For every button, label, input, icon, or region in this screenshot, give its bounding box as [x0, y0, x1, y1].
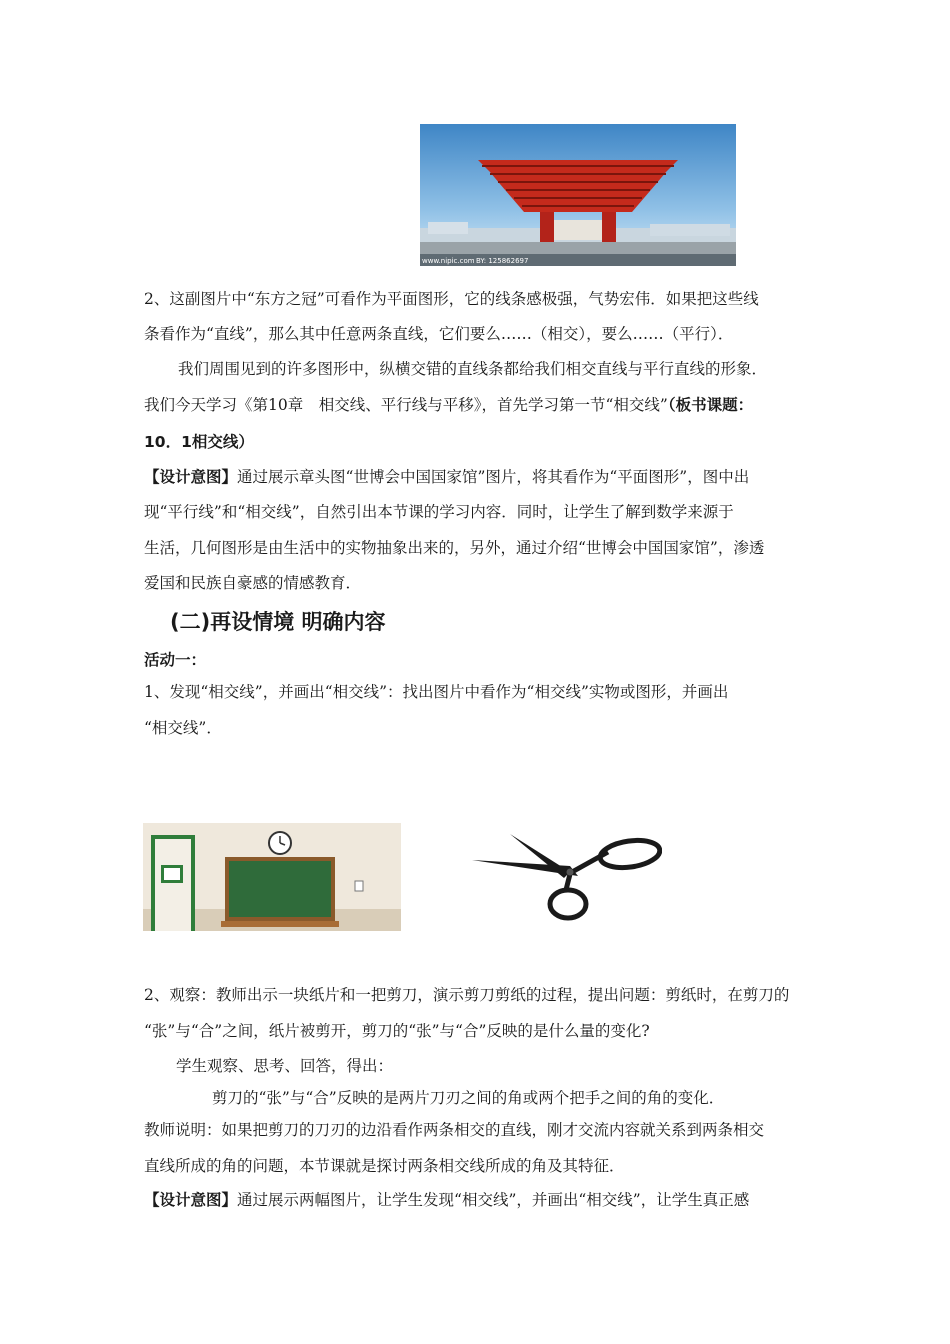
- paragraph-line: 学生观察、思考、回答，得出：: [176, 1057, 394, 1075]
- paragraph-text: 我们今天学习《第10章 相交线、平行线与平移》，首先学习第一节“相交线”: [144, 396, 668, 414]
- paragraph-line: 条看作为“直线”，那么其中任意两条直线，它们要么……（相交），要么……（平行）．: [144, 325, 734, 343]
- paragraph-line: 1、发现“相交线”，并画出“相交线”：找出图片中看作为“相交线”实物或图形，并画出: [144, 683, 729, 701]
- paragraph-text: 通过展示两幅图片，让学生发现“相交线”，并画出“相交线”，让学生真正感: [237, 1191, 750, 1209]
- paragraph-line: 爱国和民族自豪感的情感教育．: [144, 574, 362, 592]
- paragraph-line: 我们周围见到的许多图形中，纵横交错的直线条都给我们相交直线与平行直线的形象．: [178, 360, 768, 378]
- paragraph-line: 生活，几何图形是由生活中的实物抽象出来的，另外，通过介绍“世博会中国国家馆”，渗透: [144, 539, 765, 557]
- paragraph-line: [144, 1188, 749, 1210]
- lesson-title: 10．1相交线）: [144, 433, 254, 451]
- paragraph-line: [144, 393, 753, 415]
- classroom-image: [143, 823, 401, 931]
- watermark-id: BY: 125862697: [476, 257, 529, 265]
- activity-label: 活动一：: [144, 651, 207, 669]
- board-title-label: （板书课题：: [667, 396, 754, 414]
- paragraph-line: 2、这副图片中“东方之冠”可看作为平面图形，它的线条感极强，气势宏伟．如果把这些线: [144, 290, 759, 308]
- section-heading: (二)再设情境 明确内容: [170, 610, 386, 634]
- watermark-site: www.nipic.com: [422, 257, 475, 265]
- design-intent-label: 【设计意图】: [144, 1191, 238, 1209]
- paragraph-line: “相交线”．: [144, 719, 222, 737]
- china-pavilion-image: [420, 124, 736, 266]
- design-intent-label: 【设计意图】: [144, 468, 238, 486]
- paragraph-line: 2、观察：教师出示一块纸片和一把剪刀，演示剪刀剪纸的过程，提出问题：剪纸时，在剪刀的: [144, 986, 790, 1004]
- paragraph-line: 现“平行线”和“相交线”，自然引出本节课的学习内容．同时，让学生了解到数学来源于: [144, 503, 734, 521]
- paragraph-line: 剪刀的“张”与“合”反映的是两片刀刃之间的角或两个把手之间的角的变化．: [212, 1089, 725, 1107]
- paragraph-line: [144, 465, 749, 487]
- scissors-image: [470, 832, 662, 924]
- paragraph-text: 通过展示章头图“世博会中国国家馆”图片，将其看作为“平面图形”，图中出: [237, 468, 750, 486]
- paragraph-line: 直线所成的角的问题，本节课就是探讨两条相交线所成的角及其特征．: [144, 1157, 625, 1175]
- paragraph-line: 教师说明：如果把剪刀的刀刃的边沿看作两条相交的直线，刚才交流内容就关系到两条相交: [144, 1121, 765, 1139]
- paragraph-line: “张”与“合”之间，纸片被剪开，剪刀的“张”与“合”反映的是什么量的变化?: [144, 1022, 650, 1040]
